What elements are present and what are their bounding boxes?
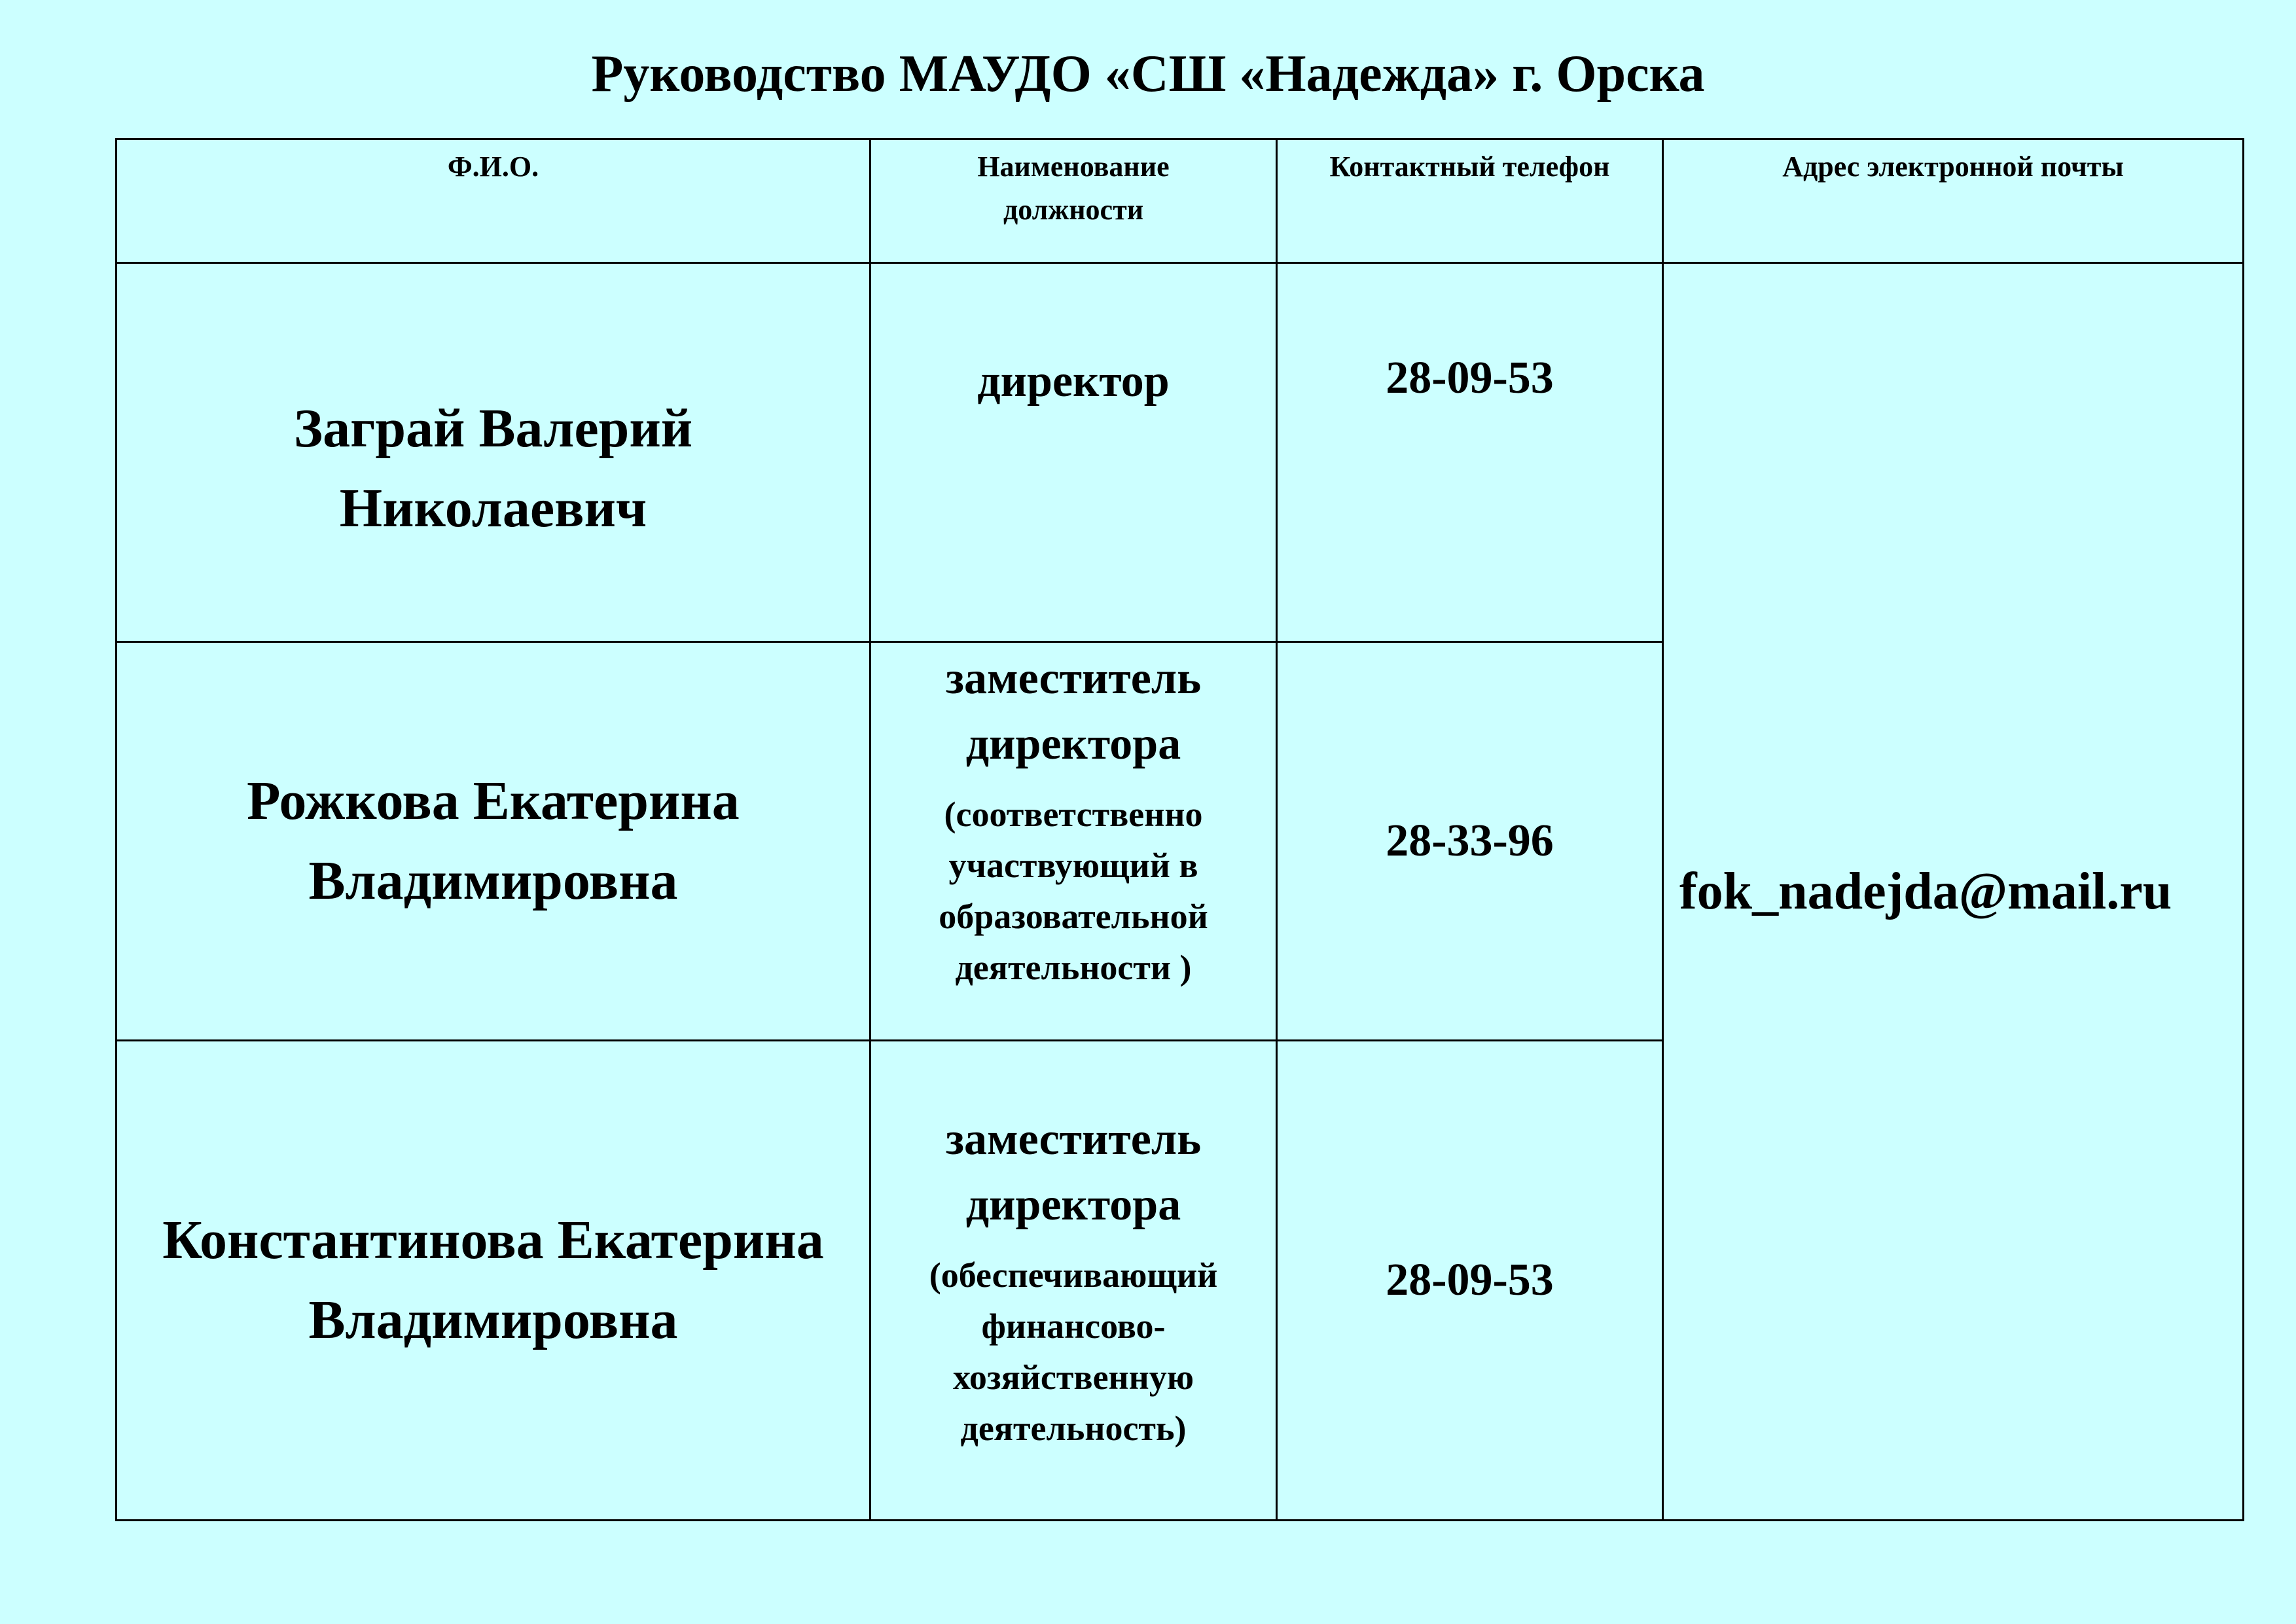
table-header-row: [117, 139, 2244, 263]
position-note: (обеспечивающий финансово-хозяйственную деятельность): [929, 1255, 1218, 1448]
person-position: [870, 1041, 1277, 1521]
position-title: заместитель директора: [945, 653, 1202, 769]
person-name: [117, 1041, 870, 1521]
person-name-text: Заграй Валерий Николаевич: [293, 398, 693, 539]
position-title: директор: [977, 356, 1170, 406]
staff-table: [115, 138, 2244, 1521]
person-name-text: Константинова Екатерина Владимировна: [162, 1210, 824, 1350]
person-position: [870, 263, 1277, 642]
header-position-text: Наименование должности: [977, 151, 1170, 226]
person-name: [117, 642, 870, 1041]
person-name-text: Рожкова Екатерина Владимировна: [247, 770, 740, 911]
header-position: [870, 139, 1277, 263]
page-title: Руководство МАУДО «СШ «Надежда» г. Орска: [591, 45, 1705, 103]
position-note: (соответственно участвующий в образовательной деятельности ): [939, 795, 1208, 987]
header-phone: Контактный телефон: [1277, 139, 1663, 263]
person-phone: 28-33-96: [1277, 642, 1663, 1041]
person-name: [117, 263, 870, 642]
email-address: fok_nadejda@mail.ru: [1663, 263, 2244, 1521]
position-title: заместитель директора: [945, 1114, 1202, 1230]
header-email: Адрес электронной почты: [1663, 139, 2244, 263]
person-position: [870, 642, 1277, 1041]
table-row: [117, 263, 2244, 642]
person-phone: 28-09-53: [1277, 263, 1663, 642]
header-name: Ф.И.О.: [117, 139, 870, 263]
person-phone: 28-09-53: [1277, 1041, 1663, 1521]
